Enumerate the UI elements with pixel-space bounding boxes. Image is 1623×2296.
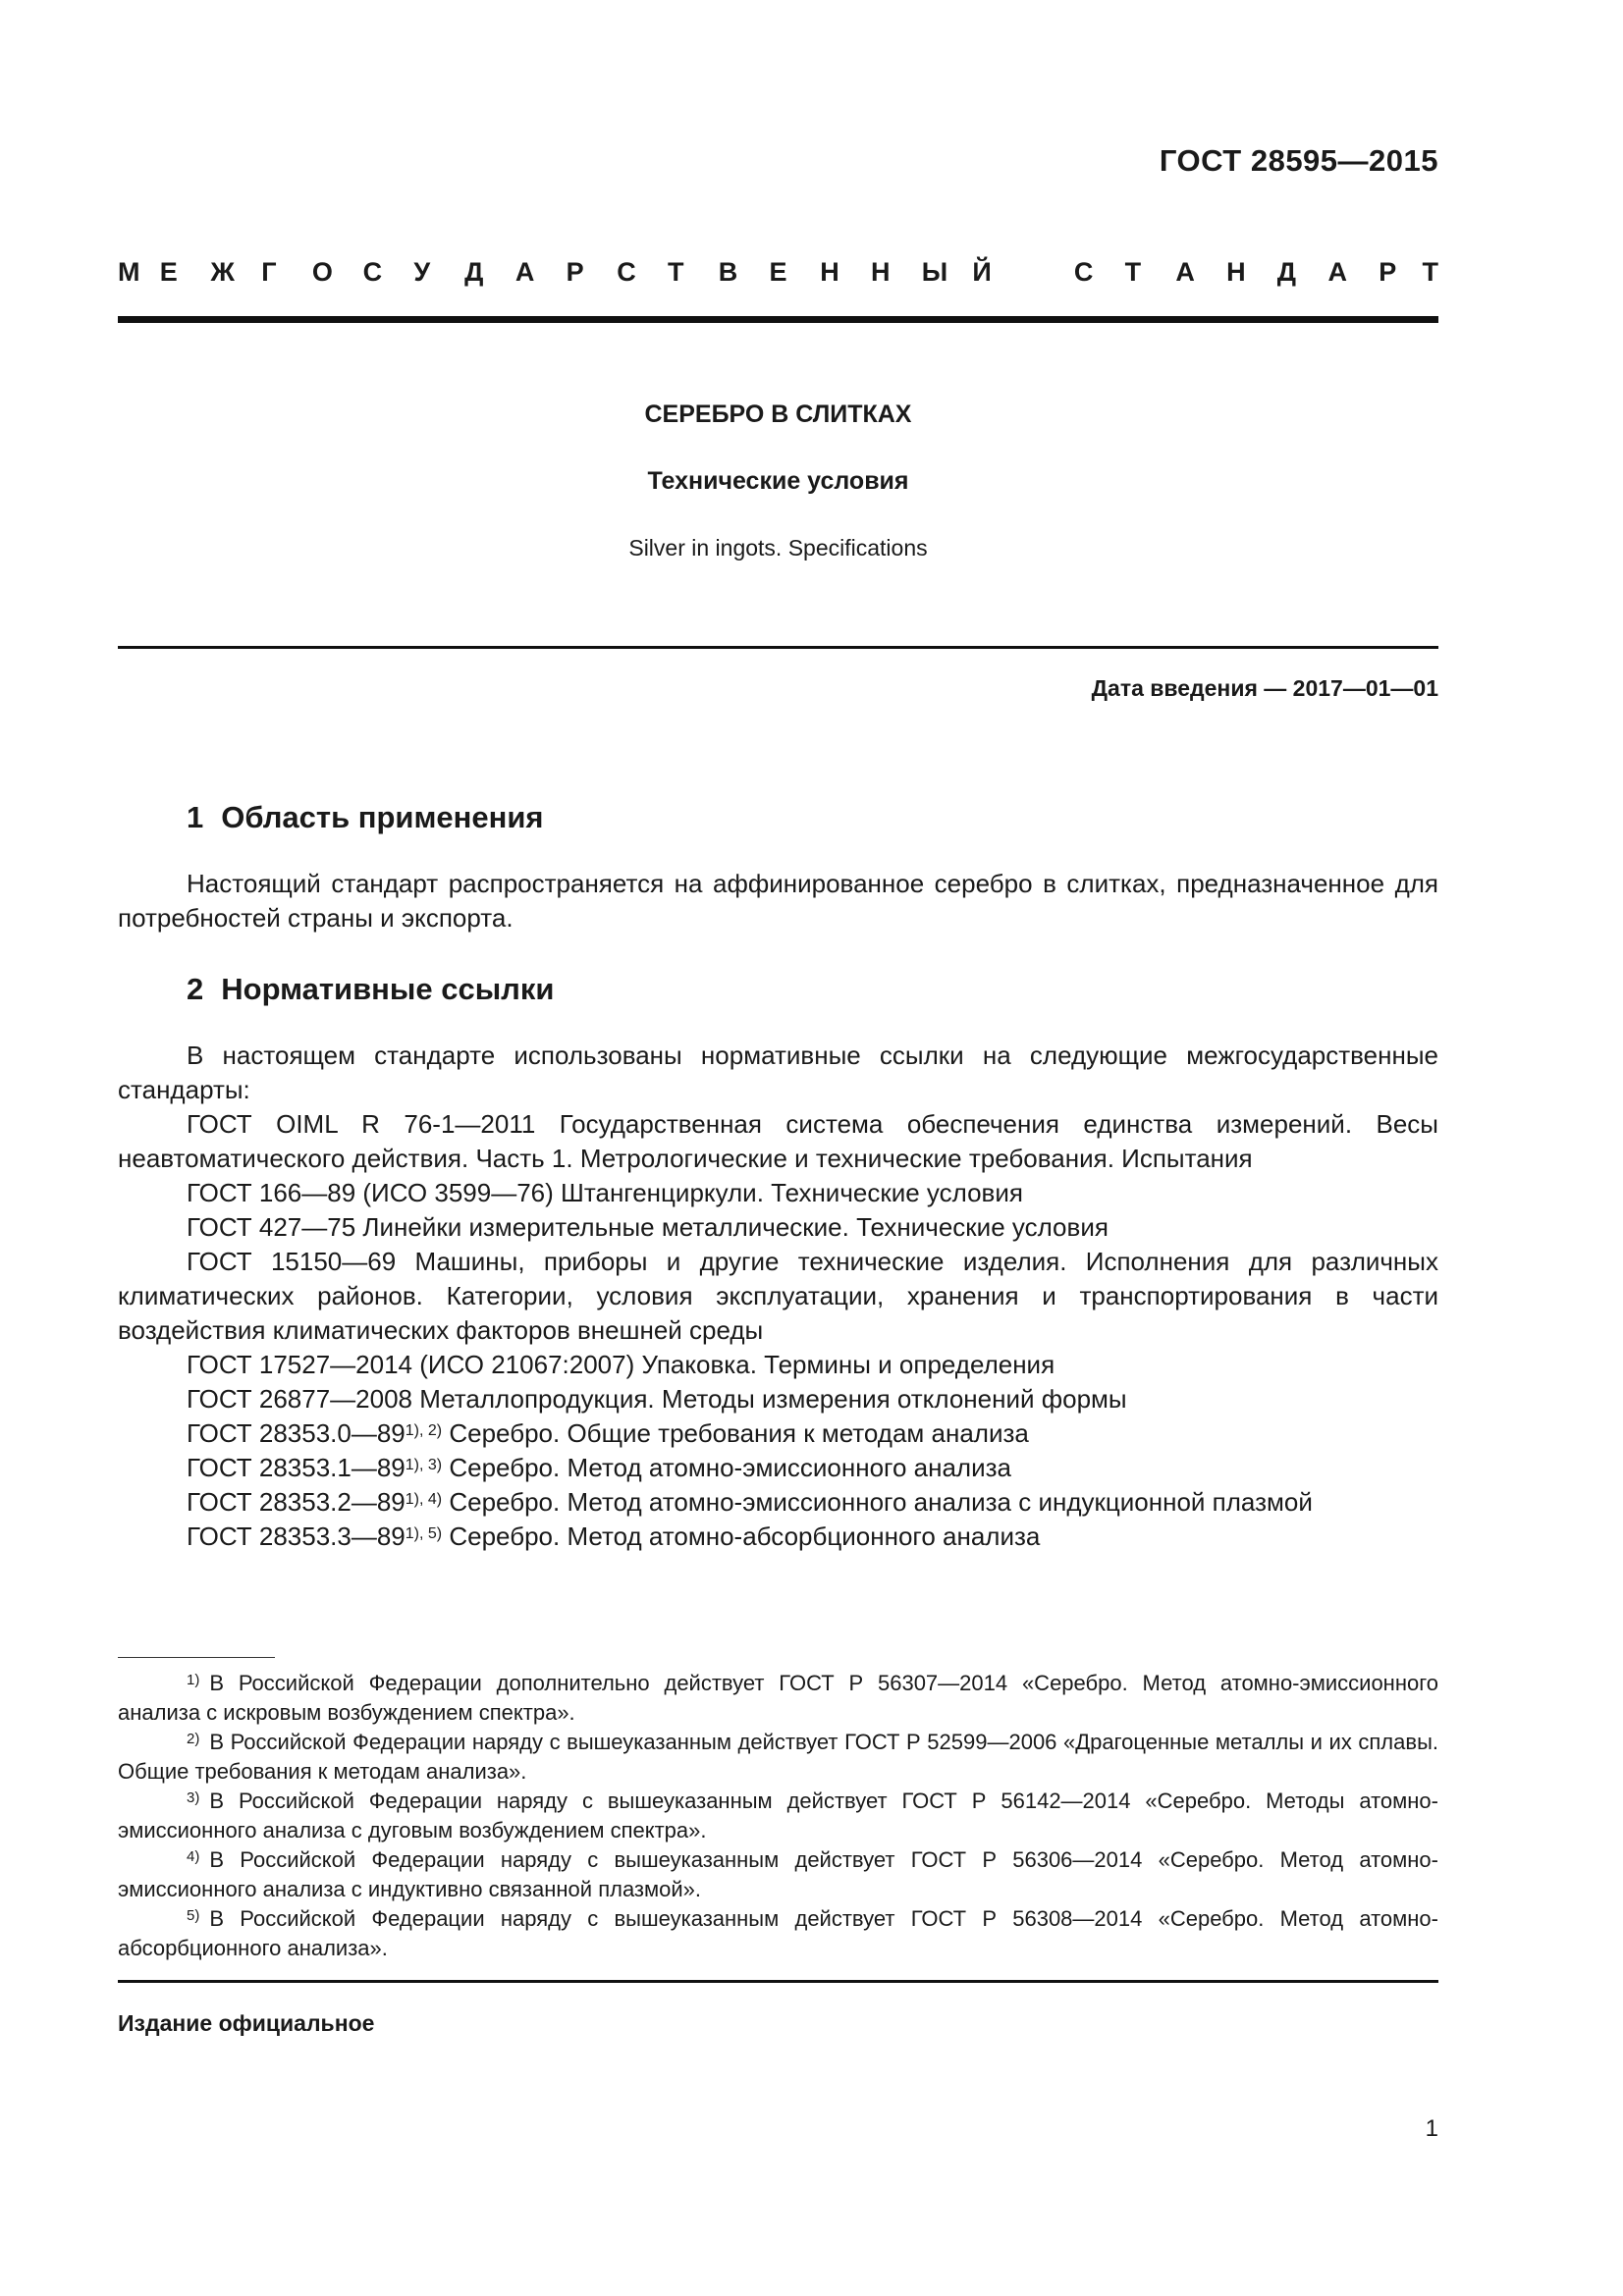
footnote — [118, 1845, 1438, 1904]
banner-letter: С — [617, 257, 636, 287]
banner-letter: Н — [820, 257, 839, 287]
banner-letter: Р — [566, 257, 584, 287]
normative-reference — [118, 1176, 1438, 1210]
footnote-separator — [118, 1657, 275, 1658]
footnote-marker: 1), 2) — [405, 1422, 443, 1439]
normative-reference — [118, 1451, 1438, 1485]
section-title: Нормативные ссылки — [221, 972, 555, 1006]
banner-letter: Т — [668, 257, 684, 287]
banner-letter: А — [514, 257, 535, 287]
reference-title: Серебро. Метод атомно-эмиссионного анализа — [442, 1453, 1011, 1482]
banner-letter: Р — [1379, 257, 1397, 287]
banner-letter: Д — [1276, 257, 1297, 287]
page-number: 1 — [1425, 2115, 1438, 2142]
footnote-text: В Российской Федерации наряду с вышеуказанным действует ГОСТ Р 56308—2014 «Серебро. Метод атомно-абсорбционного анализа». — [118, 1906, 1438, 1960]
banner-letter: Т — [1422, 257, 1438, 287]
reference-title: Металлопродукция. Методы измерения отклонений формы — [412, 1384, 1127, 1414]
footnote-text: В Российской Федерации наряду с вышеуказанным действует ГОСТ Р 56306—2014 «Серебро. Метод атомно-эмиссионного анализа с индуктивно связанной плазмой». — [118, 1847, 1438, 1901]
official-edition-label: Издание официальное — [118, 2010, 375, 2036]
footnote-text: В Российской Федерации наряду с вышеуказанным действует ГОСТ Р 52599—2006 «Драгоценные металлы и их сплавы. Общие требования к методам анализа». — [118, 1730, 1438, 1784]
reference-code: ГОСТ OIML R 76-1—2011 — [187, 1109, 536, 1139]
banner-letter: У — [413, 257, 431, 287]
footnote-marker: 1), 5) — [405, 1525, 443, 1542]
paragraph: Настоящий стандарт распространяется на аффинированное серебро в слитках, предназначенное для потребностей страны и экспорта. — [118, 869, 1438, 933]
banner-letter: А — [1327, 257, 1348, 287]
banner-letter: С — [1073, 257, 1094, 287]
section-2-body — [118, 1039, 1438, 1554]
banner-letter: Г — [261, 257, 277, 287]
banner-letter: Ы — [921, 257, 948, 287]
banner-letter: Н — [870, 257, 891, 287]
footnote — [118, 1904, 1438, 1963]
reference-code: ГОСТ 28353.2—89 — [187, 1487, 406, 1517]
banner-letter: Е — [769, 257, 787, 287]
footnote — [118, 1728, 1438, 1787]
footnote-number: 4) — [187, 1848, 200, 1865]
normative-reference — [118, 1348, 1438, 1382]
normative-reference — [118, 1210, 1438, 1245]
reference-title: Серебро. Общие требования к методам анализа — [442, 1418, 1029, 1448]
footnote-marker: 1), 3) — [405, 1457, 443, 1473]
footnote — [118, 1669, 1438, 1728]
title-rule — [118, 646, 1438, 649]
section-2-heading — [187, 972, 554, 1007]
banner-letter: Е — [159, 257, 178, 287]
introduction-date: Дата введения — 2017—01—01 — [1091, 675, 1438, 701]
reference-title: Серебро. Метод атомно-эмиссионного анализа с индукционной плазмой — [442, 1487, 1313, 1517]
document-subtitle: Технические условия — [647, 467, 909, 495]
reference-code: ГОСТ 427—75 — [187, 1212, 356, 1242]
header-rule — [118, 316, 1438, 323]
banner-letter: Н — [1226, 257, 1246, 287]
footer-rule — [118, 1980, 1438, 1983]
normative-reference — [118, 1107, 1438, 1176]
banner-letter: Й — [972, 257, 992, 287]
reference-title: Упаковка. Термины и определения — [634, 1350, 1055, 1379]
footnotes — [118, 1669, 1438, 1963]
normative-reference — [118, 1416, 1438, 1451]
reference-code: ГОСТ 17527—2014 (ИСО 21067:2007) — [187, 1350, 635, 1379]
standard-type-banner — [118, 257, 1438, 296]
banner-letter: Т — [1124, 257, 1142, 287]
banner-letter: С — [362, 257, 383, 287]
reference-title: Штангенциркули. Технические условия — [553, 1178, 1023, 1207]
section-1-heading — [187, 800, 544, 835]
footnote-text: В Российской Федерации наряду с вышеуказанным действует ГОСТ Р 56142—2014 «Серебро. Методы атомно-эмиссионного анализа с дуговым возбуждением спектра». — [118, 1789, 1438, 1842]
paragraph: В настоящем стандарте использованы нормативные ссылки на следующие межгосударственные стандарты: — [118, 1041, 1438, 1104]
reference-code: ГОСТ 166—89 (ИСО 3599—76) — [187, 1178, 554, 1207]
normative-reference — [118, 1245, 1438, 1348]
normative-reference — [118, 1520, 1438, 1554]
section-number: 2 — [187, 972, 204, 1006]
english-title: Silver in ingots. Specifications — [628, 535, 928, 561]
banner-letter: Ж — [210, 257, 235, 287]
section-number: 1 — [187, 800, 204, 834]
reference-title: Машины, приборы и другие технические изделия. Исполнения для различных климатических районов. Категории, условия эксплуатации, хранения и транспортирования в части воздействия климатических факторов внешней среды — [118, 1247, 1438, 1345]
banner-letter: Д — [464, 257, 484, 287]
footnote-number: 2) — [187, 1731, 200, 1747]
banner-letter: О — [311, 257, 333, 287]
reference-code: ГОСТ 26877—2008 — [187, 1384, 413, 1414]
document-title: СЕРЕБРО В СЛИТКАХ — [644, 400, 912, 428]
reference-code: ГОСТ 15150—69 — [187, 1247, 397, 1276]
section-title: Область применения — [221, 800, 544, 834]
section-1-body — [118, 867, 1438, 935]
footnote-text: В Российской Федерации дополнительно действует ГОСТ Р 56307—2014 «Серебро. Метод атомно-эмиссионного анализа с искровым возбуждением спектра». — [118, 1671, 1438, 1725]
reference-code: ГОСТ 28353.3—89 — [187, 1522, 406, 1551]
footnote-number: 3) — [187, 1789, 200, 1806]
normative-reference — [118, 1382, 1438, 1416]
reference-code: ГОСТ 28353.0—89 — [187, 1418, 406, 1448]
footnote-marker: 1), 4) — [405, 1491, 443, 1508]
reference-code: ГОСТ 28353.1—89 — [187, 1453, 406, 1482]
reference-title: Государственная система обеспечения единства измерений. Весы неавтоматического действия. Часть 1. Метрологические и технические требования. Испытания — [118, 1109, 1438, 1173]
banner-letter: М — [118, 257, 140, 287]
banner-letter: А — [1175, 257, 1195, 287]
footnote-number: 5) — [187, 1907, 200, 1924]
normative-reference — [118, 1485, 1438, 1520]
reference-title: Линейки измерительные металлические. Технические условия — [355, 1212, 1109, 1242]
footnote-number: 1) — [187, 1672, 200, 1688]
banner-letter: В — [718, 257, 738, 287]
reference-title: Серебро. Метод атомно-абсорбционного анализа — [442, 1522, 1041, 1551]
document-number: ГОСТ 28595—2015 — [1159, 143, 1438, 178]
footnote — [118, 1787, 1438, 1845]
